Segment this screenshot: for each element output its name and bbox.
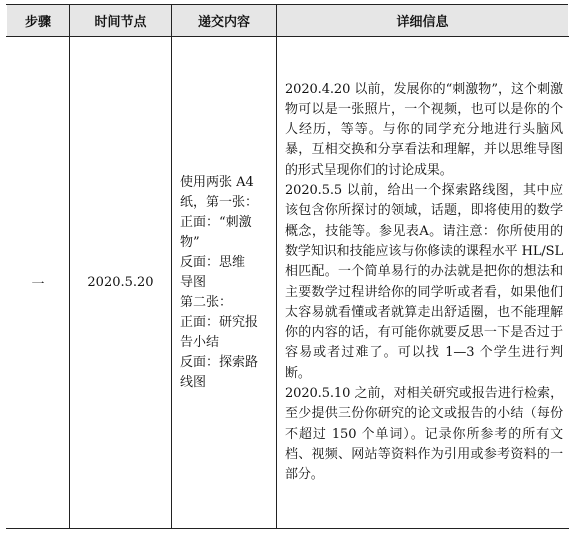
submission-line: 反面：探索路 bbox=[180, 354, 259, 370]
header-step: 步骤 bbox=[7, 5, 70, 37]
table-row bbox=[7, 37, 569, 529]
submission-line: 导图 bbox=[180, 274, 207, 290]
step-cell: 一 bbox=[7, 37, 70, 529]
submission-line: 正面：研究报 bbox=[180, 314, 259, 330]
submission-line: 正面：“刺激 bbox=[180, 214, 252, 230]
header-row bbox=[7, 5, 569, 37]
submission-cell bbox=[172, 37, 277, 529]
submission-line: 第二张： bbox=[180, 294, 233, 310]
detail-paragraph-roadmap: 2020.5.5 以前，给出一个探索路线图，其中应该包含你所探讨的领域，话题，即将使用的数学概念，技能等。参见表A。请注意：你所使用的数学知识和技能应该与你修读的课程水平 HL/SL 相匹配。一个简单易行的办法就是把你的想法和主要数学过程讲给你的同学听或者看，如果他们太容易就看懂或者就算走出舒适圈，也不能理解你的内容的话，有可能你就要反思一下是否过于容易或者过难了。可以找 1—3 个学生进行判断。 bbox=[285, 183, 563, 381]
header-details: 详细信息 bbox=[277, 5, 569, 37]
submission-line: 线图 bbox=[180, 374, 207, 390]
header-time-point: 时间节点 bbox=[70, 5, 172, 37]
submission-line: 使用两张 A4 bbox=[180, 174, 254, 190]
submission-line: 物” bbox=[180, 234, 200, 250]
submission-line: 反面：思维 bbox=[180, 254, 246, 270]
details-cell bbox=[277, 37, 569, 529]
schedule-table bbox=[6, 4, 569, 529]
time-point-cell: 2020.5.20 bbox=[70, 37, 172, 529]
detail-paragraph-research: 2020.5.10 之前，对相关研究或报告进行检索，至少提供三份你研究的论文或报告的小结（每份不超过 150 个单词）。记录你所参考的所有文档、视频、网站等资料作为引用或参考资料的一部分。 bbox=[285, 385, 563, 483]
header-submission: 递交内容 bbox=[172, 5, 277, 37]
submission-line: 纸，第一张： bbox=[180, 194, 259, 210]
detail-paragraph-stimulus: 2020.4.20 以前，发展你的“刺激物”，这个刺激物可以是一张照片，一个视频，也可以是你的个人经历，等等。与你的同学充分地进行头脑风暴，互相交换和分享看法和理解，并以思维导图的形式呈现你们的讨论成果。 bbox=[285, 81, 563, 178]
submission-line: 告小结 bbox=[180, 334, 220, 350]
